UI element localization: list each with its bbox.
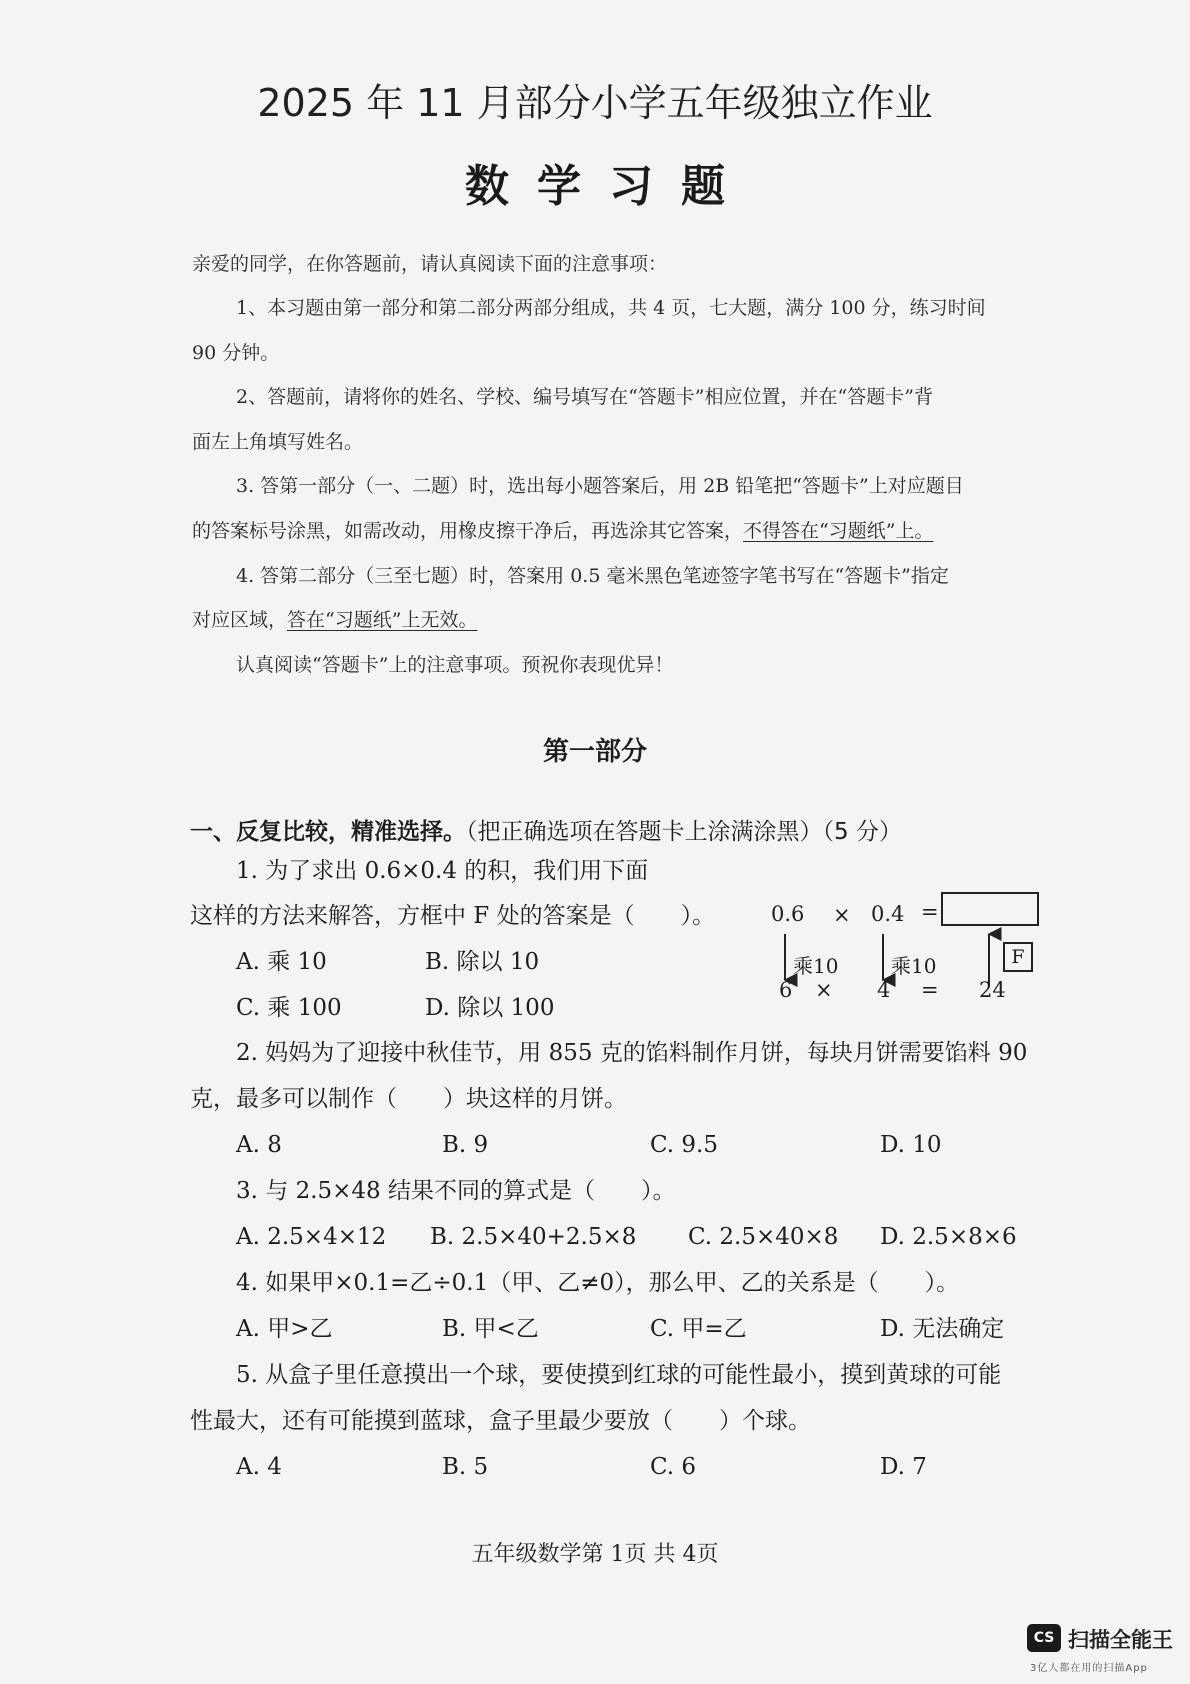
diagram-label-times10-2: 乘10: [891, 954, 937, 978]
q1-option-b: B. 除以 10: [425, 949, 540, 975]
notice-item3-line1: 3. 答第一部分（一、二题）时，选出每小题答案后，用 2B 铅笔把“答题卡”上对应题目: [236, 475, 964, 497]
q4-option-a: A. 甲>乙: [236, 1316, 333, 1342]
notice-item3-warning: 不得答在“习题纸”上。: [743, 520, 934, 542]
notice-item4-line2: [192, 608, 477, 632]
q3-line1: 3. 与 2.5×48 结果不同的算式是（ ）。: [236, 1178, 676, 1204]
exam-subtitle: 数学习题: [465, 161, 753, 212]
diagram-equals-1: =: [921, 900, 939, 924]
q2-option-b: B. 9: [442, 1132, 489, 1158]
section1-heading: [190, 813, 902, 846]
q3-option-c: C. 2.5×40×8: [688, 1224, 839, 1250]
q2-option-a: A. 8: [236, 1132, 282, 1158]
diagram-result: 24: [979, 978, 1006, 1002]
notice-item4-line1: 4. 答第二部分（三至七题）时，答案用 0.5 毫米黑色笔迹签字笔书写在“答题卡”指定: [236, 565, 949, 587]
q2-option-d: D. 10: [880, 1132, 942, 1158]
q5-line1: 5. 从盒子里任意摸出一个球，要使摸到红球的可能性最小，摸到黄球的可能: [236, 1362, 1002, 1388]
diagram-factor-a: 0.6: [771, 902, 805, 926]
q3-option-b: B. 2.5×40+2.5×8: [430, 1224, 637, 1250]
notice-item3-line2: [192, 519, 933, 543]
diagram-times-2: ×: [815, 978, 833, 1002]
notice-item1-line2: 90 分钟。: [192, 342, 280, 364]
q1-option-a: A. 乘 10: [236, 949, 327, 975]
diagram-times-1: ×: [833, 903, 851, 927]
diagram-f-box: F: [1003, 942, 1033, 972]
section1-heading-text: 一、反复比较，精准选择。: [190, 819, 466, 845]
q1-line1: 1. 为了求出 0.6×0.4 的积，我们用下面: [236, 858, 649, 884]
scanner-tagline: 3亿人都在用的扫描App: [1030, 1663, 1148, 1674]
scanner-app-name: 扫描全能王: [1068, 1628, 1173, 1652]
q3-option-d: D. 2.5×8×6: [880, 1224, 1017, 1250]
q2-line1: 2. 妈妈为了迎接中秋佳节，用 855 克的馅料制作月饼，每块月饼需要馅料 90: [236, 1040, 1028, 1066]
q1-diagram: [765, 878, 1045, 1008]
notice-item1-line1: 1、本习题由第一部分和第二部分两部分组成，共 4 页，七大题，满分 100 分，练习时间: [236, 297, 986, 319]
q2-line2: 克，最多可以制作（ ）块这样的月饼。: [190, 1086, 627, 1112]
diagram-factor-b: 0.4: [871, 902, 905, 926]
diagram-equals-2: =: [921, 978, 939, 1002]
q4-option-c: C. 甲=乙: [650, 1316, 747, 1342]
notice-item4-warning: 答在“习题纸”上无效。: [287, 609, 478, 631]
scanner-logo-icon: CS: [1027, 1624, 1061, 1652]
q1-option-d: D. 除以 100: [425, 995, 555, 1021]
notice-intro: 亲爱的同学，在你答题前，请认真阅读下面的注意事项：: [192, 253, 668, 275]
q5-option-d: D. 7: [880, 1454, 927, 1480]
notice-item4-text: 对应区域，: [192, 609, 288, 631]
q5-line2: 性最大，还有可能摸到蓝球，盒子里最少要放（ ）个球。: [190, 1408, 811, 1434]
diagram-label-times10-1: 乘10: [793, 954, 839, 978]
q5-option-b: B. 5: [442, 1454, 489, 1480]
notice-item2-line2: 面左上角填写姓名。: [192, 431, 364, 453]
exam-title: 2025 年 11 月部分小学五年级独立作业: [257, 81, 933, 125]
q5-option-a: A. 4: [236, 1454, 282, 1480]
notice-item2-line1: 2、答题前，请将你的姓名、学校、编号填写在“答题卡”相应位置，并在“答题卡”背: [236, 386, 933, 408]
page-footer: 五年级数学第 1页 共 4页: [471, 1542, 719, 1567]
q4-option-d: D. 无法确定: [880, 1316, 1005, 1342]
section1-instruction: （把正确选项在答题卡上涂满涂黑）（5 分）: [466, 819, 902, 845]
notice-closing: 认真阅读“答题卡”上的注意事项。预祝你表现优异！: [236, 654, 674, 676]
q3-option-a: A. 2.5×4×12: [236, 1224, 387, 1250]
q1-line2: 这样的方法来解答，方框中 F 处的答案是（ ）。: [190, 903, 716, 929]
notice-item3-text: 的答案标号涂黑，如需改动，用橡皮擦干净后，再选涂其它答案，: [192, 520, 744, 542]
q1-option-c: C. 乘 100: [236, 995, 342, 1021]
diagram-factor-a2: 6: [779, 978, 793, 1002]
part1-title: 第一部分: [542, 737, 647, 767]
q4-option-b: B. 甲<乙: [442, 1316, 539, 1342]
q5-option-c: C. 6: [650, 1454, 697, 1480]
q4-line1: 4. 如果甲×0.1=乙÷0.1（甲、乙≠0），那么甲、乙的关系是（ ）。: [236, 1270, 960, 1296]
q2-option-c: C. 9.5: [650, 1132, 718, 1158]
diagram-factor-b2: 4: [877, 978, 891, 1002]
